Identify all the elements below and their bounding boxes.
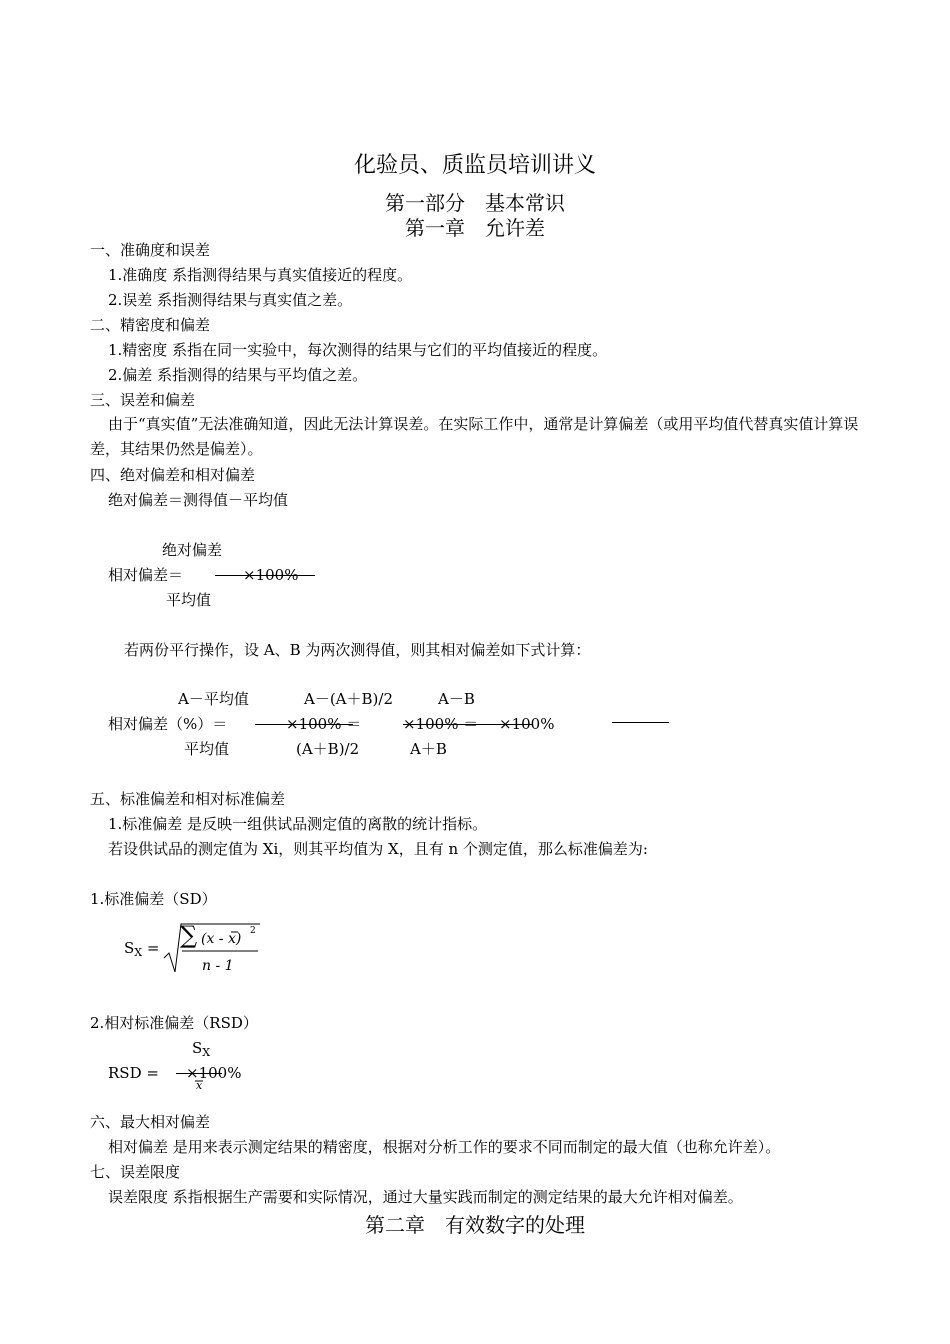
sd-denominator: n - 1	[202, 958, 234, 974]
sd-exponent: 2	[250, 926, 256, 936]
section-2-item-1: 1.精密度 系指在同一实验中，每次测得的结果与它们的平均值接近的程度。	[108, 341, 608, 359]
percent-formula-mult-2: ×100% ＝	[403, 715, 479, 733]
percent-formula-mult-3: ×100%	[499, 715, 555, 733]
chapter-1-title: 第一章 允许差	[405, 216, 545, 240]
sd-numerator: (x - x)	[201, 931, 242, 947]
percent-formula-numerator-2: A－(A＋B)/2	[304, 690, 393, 708]
relative-deviation-multiplier: ×100%	[243, 566, 299, 584]
relative-deviation-numerator: 绝对偏差	[162, 541, 223, 559]
section-1-heading: 一、准确度和误差	[90, 241, 211, 259]
percent-formula-denominator-1: 平均值	[184, 740, 230, 758]
sd-lhs: $S_X$ =	[124, 939, 160, 959]
chapter-2-title: 第二章 有效数字的处理	[365, 1213, 585, 1237]
percent-formula-bar-3	[612, 722, 669, 723]
page-title: 化验员、质监员培训讲义	[353, 153, 596, 178]
part-title: 第一部分 基本常识	[385, 191, 565, 215]
percent-formula-denominator-3: A＋B	[410, 740, 447, 758]
rsd-lhs: RSD =	[108, 1064, 159, 1082]
section-3-heading: 三、误差和偏差	[90, 391, 196, 409]
section-4-heading: 四、绝对偏差和相对偏差	[90, 466, 256, 484]
section-2-item-2: 2.偏差 系指测得的结果与平均值之差。	[108, 366, 368, 384]
absolute-deviation-formula: 绝对偏差＝测得值－平均值	[108, 491, 289, 509]
section-1-item-1: 1.准确度 系指测得结果与真实值接近的程度。	[108, 266, 413, 284]
sd-sigma: ∑	[180, 921, 198, 949]
section-6-paragraph: 相对偏差 是用来表示测定结果的精密度，根据对分析工作的要求不同而制定的最大值（也称允许差）。	[108, 1138, 781, 1156]
relative-deviation-lhs: 相对偏差＝	[108, 566, 184, 584]
parallel-operation-text: 若两份平行操作，设 A、B 为两次测得值，则其相对偏差如下式计算：	[124, 641, 591, 659]
percent-formula-lhs: 相对偏差（%）＝	[108, 715, 228, 733]
rsd-denominator: x	[196, 1079, 203, 1092]
percent-formula-denominator-2: (A＋B)/2	[296, 740, 360, 758]
section-5-item-1: 1.标准偏差 是反映一组供试品测定值的离散的统计指标。	[108, 815, 488, 833]
percent-formula-numerator-1: A－平均值	[178, 690, 249, 708]
section-7-paragraph: 误差限度 系指根据生产需要和实际情况，通过大量实践而制定的测定结果的最大允许相对偏差。	[108, 1188, 743, 1206]
rsd-label: 2.相对标准偏差（RSD）	[90, 1014, 258, 1032]
section-2-heading: 二、精密度和偏差	[90, 316, 211, 334]
section-7-heading: 七、误差限度	[90, 1163, 181, 1181]
rsd-multiplier: ×100%	[186, 1064, 242, 1082]
percent-formula-numerator-3: A－B	[438, 690, 475, 708]
section-5-heading: 五、标准偏差和相对标准偏差	[90, 790, 286, 808]
standard-deviation-label: 1.标准偏差（SD）	[90, 890, 217, 908]
relative-deviation-denominator: 平均值	[166, 591, 212, 609]
section-1-item-2: 2.误差 系指测得结果与真实值之差。	[108, 291, 353, 309]
section-5-description: 若设供试品的测定值为 Xi，则其平均值为 X，且有 n 个测定值，那么标准偏差为:	[108, 840, 648, 858]
section-3-paragraph: 由于“真实值”无法准确知道，因此无法计算误差。在实际工作中，通常是计算偏差（或用平均值代替真实值计算误差，其结果仍然是偏差）。	[90, 415, 859, 458]
percent-formula-mult-1: ×100% ＝	[286, 715, 362, 733]
section-6-heading: 六、最大相对偏差	[90, 1113, 211, 1131]
rsd-numerator: $S_X$	[192, 1039, 211, 1059]
